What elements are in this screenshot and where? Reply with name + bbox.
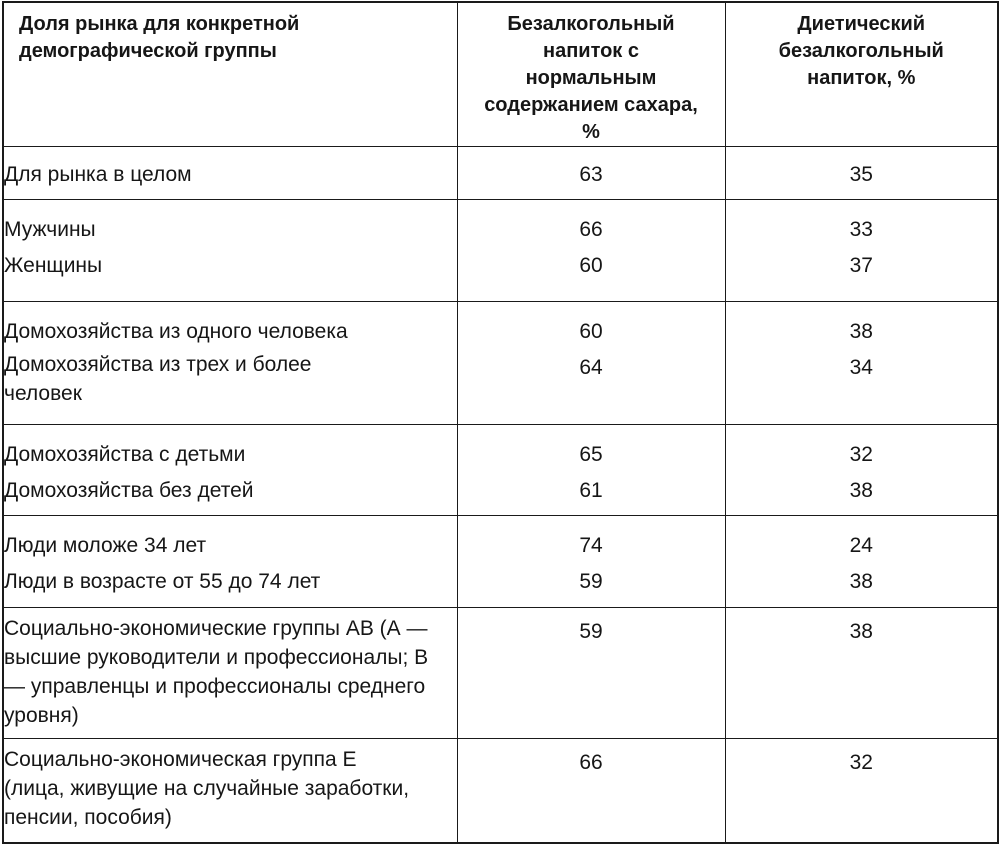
group-labels [3, 516, 457, 608]
diet-value: 38 [849, 320, 873, 343]
header-diet-soda-text: Диетический безалкогольный напиток, % [778, 13, 944, 89]
group-diet-values [725, 147, 998, 200]
group-regular-values [457, 200, 725, 302]
group-regular-values [457, 516, 725, 608]
diet-value: 38 [849, 620, 873, 643]
diet-value: 37 [849, 254, 873, 277]
row-label: Люди в возрасте от 55 до 74 лет [4, 570, 321, 593]
row-label: Мужчины [4, 218, 96, 241]
diet-value: 34 [849, 356, 873, 379]
group-diet-values [725, 739, 998, 843]
regular-value: 61 [579, 479, 603, 502]
table-header-row [3, 2, 998, 147]
group-labels [3, 608, 457, 739]
header-demographic-group [3, 2, 457, 147]
group-diet-values [725, 516, 998, 608]
table-row-group [3, 200, 998, 302]
regular-value: 60 [579, 320, 603, 343]
group-labels [3, 200, 457, 302]
diet-value: 33 [849, 218, 873, 241]
group-regular-values [457, 608, 725, 739]
group-diet-values [725, 302, 998, 425]
table-row-group [3, 425, 998, 516]
header-regular-soda [457, 2, 725, 147]
regular-value: 66 [579, 218, 603, 241]
diet-value: 32 [849, 751, 873, 774]
row-label: Домохозяйства из трех и более человек [4, 353, 312, 405]
header-demographic-group-text: Доля рынка для конкретной демографической группы [19, 13, 300, 62]
group-regular-values [457, 739, 725, 843]
group-labels [3, 425, 457, 516]
row-label: Социально-экономические группы АВ (А — высшие руководители и профессионалы; В — управленцы и профессионалы среднего уровня) [4, 617, 429, 727]
table-row-group [3, 302, 998, 425]
group-labels [3, 739, 457, 843]
regular-value: 65 [579, 443, 603, 466]
regular-value: 74 [579, 534, 603, 557]
table-row-group [3, 516, 998, 608]
regular-value: 59 [579, 570, 603, 593]
row-label: Социально-экономическая группа Е (лица, живущие на случайные заработки, пенсии, пособия) [4, 748, 410, 829]
header-regular-soda-text: Безалкогольный напиток с нормальным содержанием сахара, % [484, 13, 698, 143]
group-diet-values [725, 200, 998, 302]
group-regular-values [457, 147, 725, 200]
header-diet-soda [725, 2, 998, 147]
regular-value: 63 [579, 163, 603, 186]
row-label: Домохозяйства без детей [4, 479, 254, 502]
diet-value: 24 [849, 534, 873, 557]
regular-value: 60 [579, 254, 603, 277]
regular-value: 66 [579, 751, 603, 774]
diet-value: 35 [849, 163, 873, 186]
market-share-table [2, 1, 999, 844]
regular-value: 64 [579, 356, 603, 379]
row-label: Домохозяйства с детьми [4, 443, 246, 466]
regular-value: 59 [579, 620, 603, 643]
diet-value: 38 [849, 479, 873, 502]
row-label: Люди моложе 34 лет [4, 534, 207, 557]
group-regular-values [457, 425, 725, 516]
row-label: Женщины [4, 254, 103, 277]
table-row-group [3, 608, 998, 739]
group-diet-values [725, 425, 998, 516]
group-diet-values [725, 608, 998, 739]
group-labels [3, 302, 457, 425]
table-row-group [3, 147, 998, 200]
group-regular-values [457, 302, 725, 425]
diet-value: 32 [849, 443, 873, 466]
row-label: Домохозяйства из одного человека [4, 320, 348, 343]
diet-value: 38 [849, 570, 873, 593]
table-row-group [3, 739, 998, 843]
group-labels [3, 147, 457, 200]
row-label: Для рынка в целом [4, 163, 192, 186]
